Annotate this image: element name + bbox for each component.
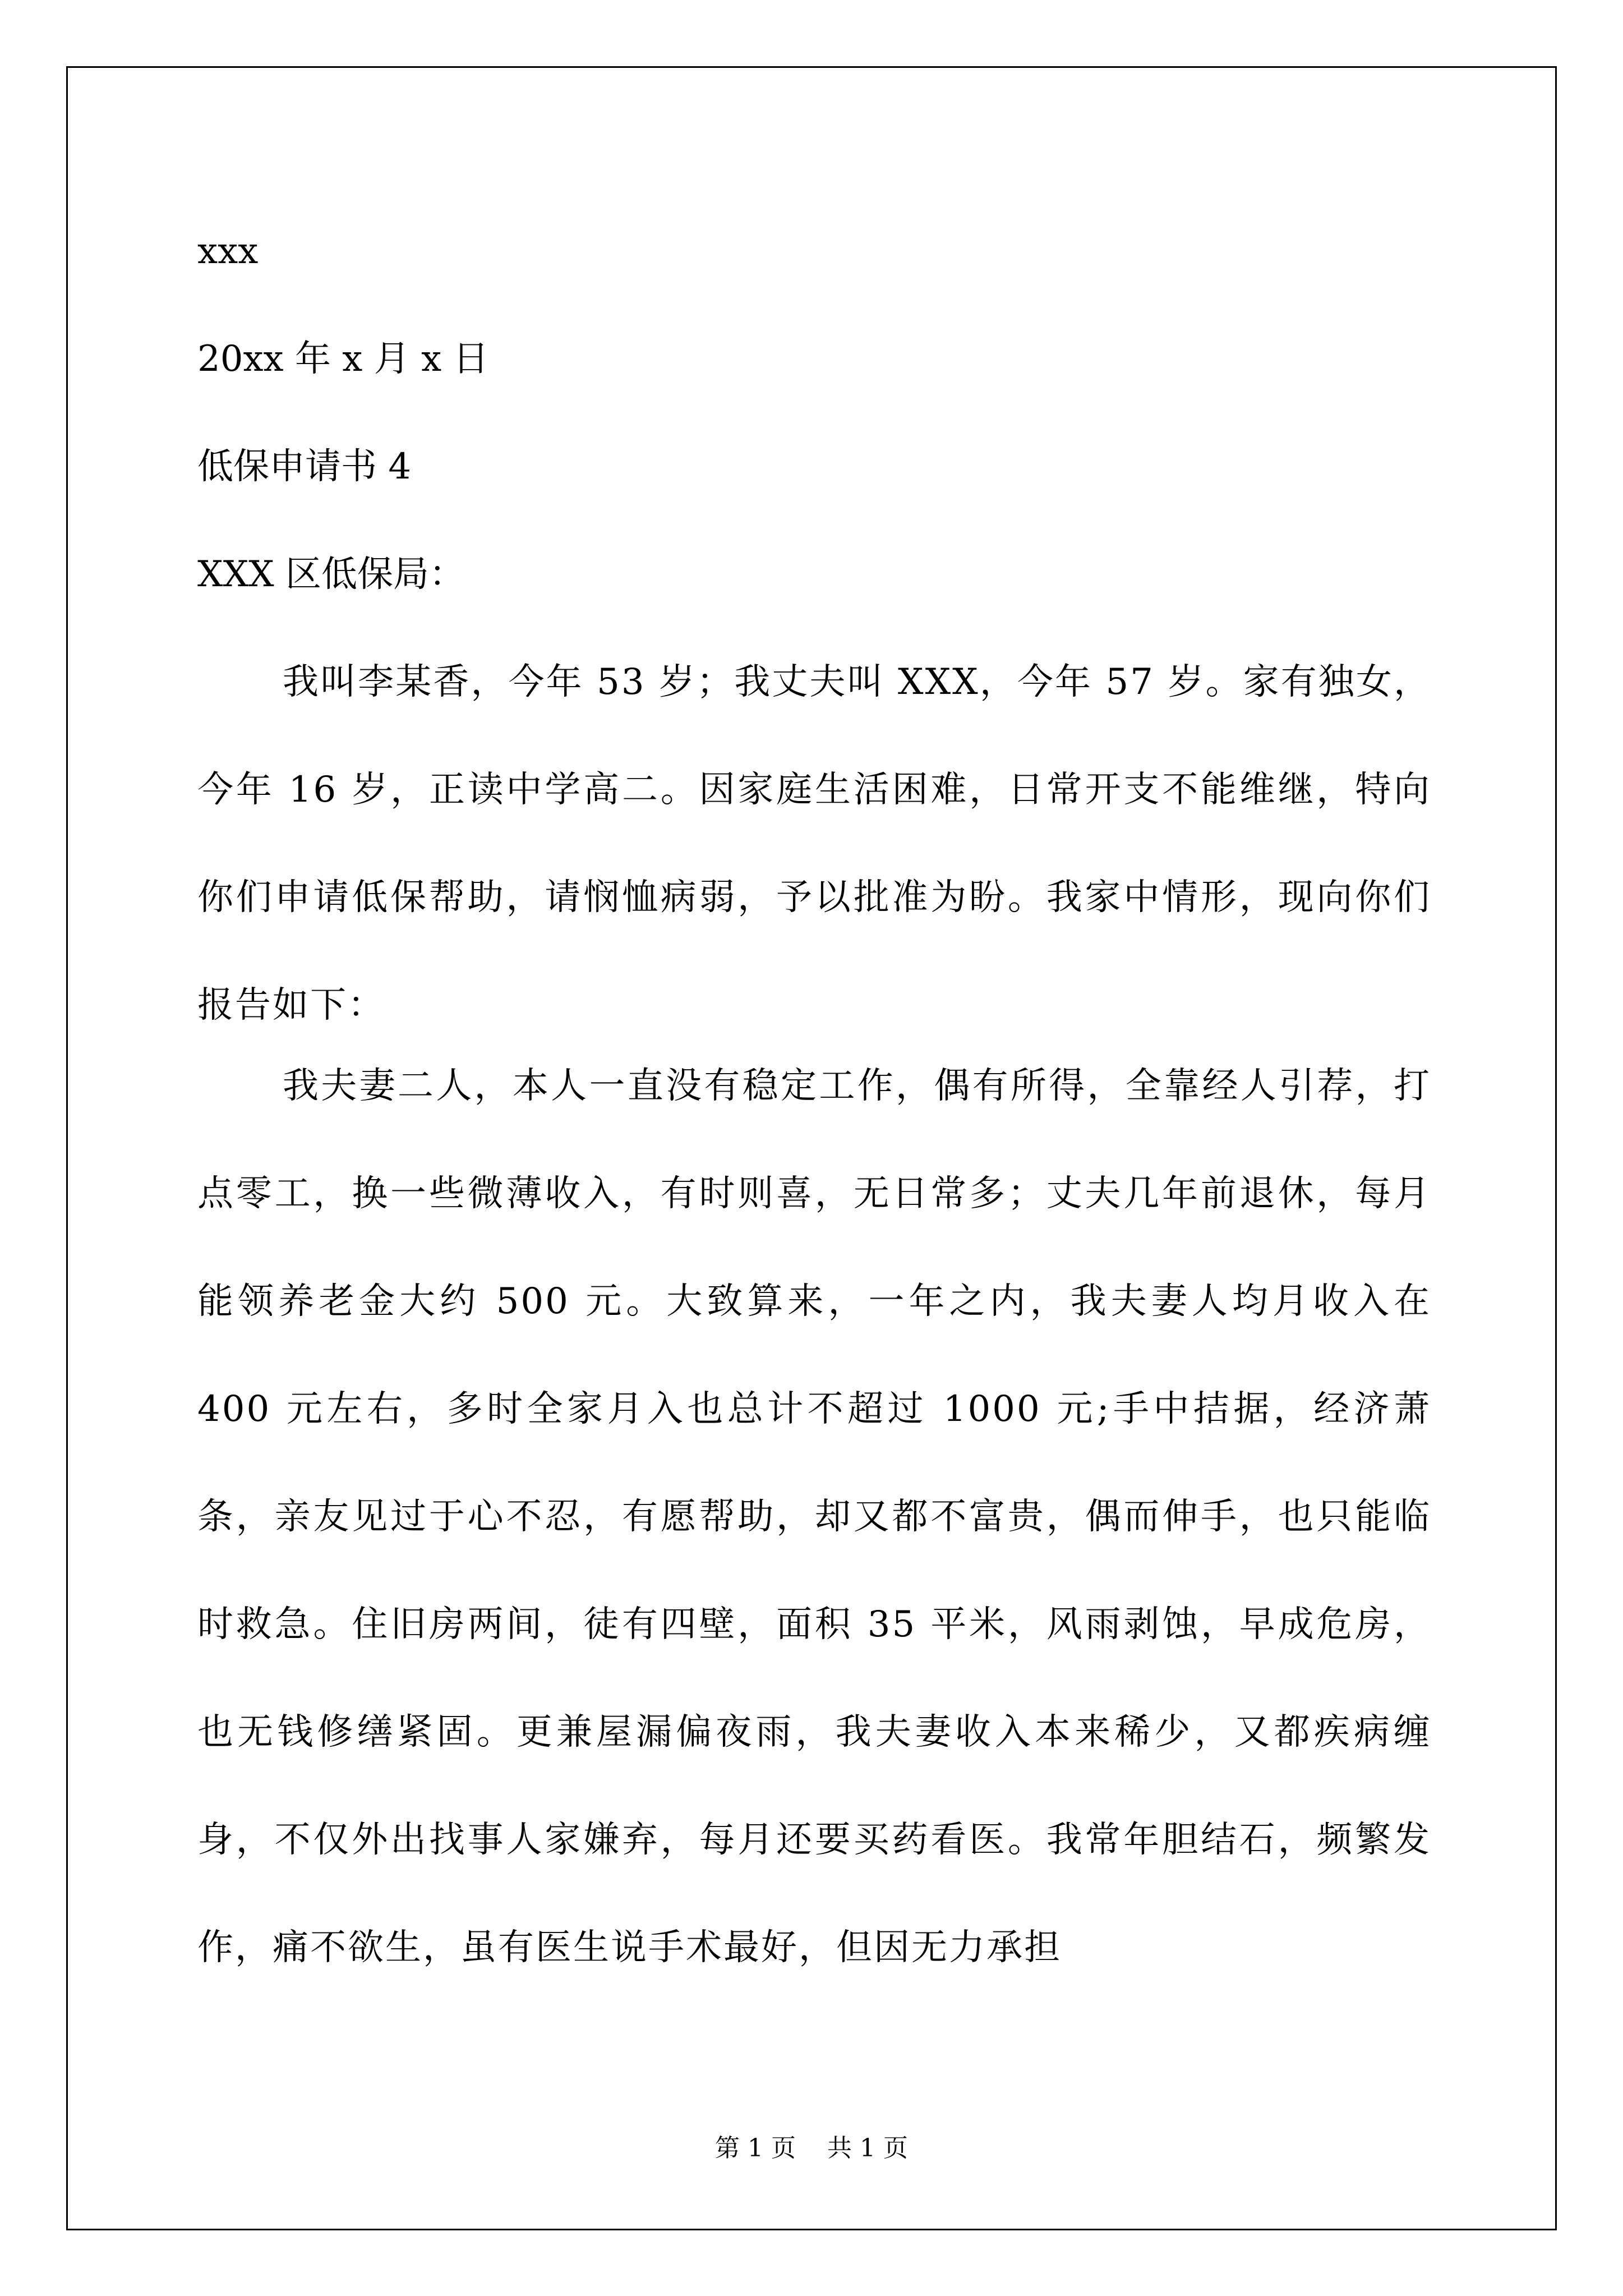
salutation: XXX 区低保局：	[197, 554, 465, 595]
body-paragraph: 我夫妻二人，本人一直没有稳定工作，偶有所得，全靠经人引荐，打点零工，换一些微薄收入，有时则喜，无日常多；丈夫几年前退休，每月能领养老金大约 500 元。大致算来，一年之内，我夫妻人均月收入在 400 元左右，多时全家月入也总计不超过 1000 元;手中拮据，经济萧条，亲友见过于心不忍，有愿帮助，却又都不富贵，偶而伸手，也只能临时救急。住旧房两间，徒有四壁，面积 35 平米，风雨剥蚀，早成危房，也无钱修缮紧固。更兼屋漏偏夜雨，我夫妻收入本来稀少，又都疾病缠身，不仅外出找事人家嫌弃，每月还要买药看医。我常年胆结石，频繁发作，痛不欲生，虽有医生说手术最好，但因无力承担	[197, 1065, 1431, 1968]
document-title: 低保申请书 4	[197, 446, 412, 487]
body-paragraph: 我叫李某香，今年 53 岁；我丈夫叫 XXX，今年 57 岁。家有独女，今年 16 岁，正读中学高二。因家庭生活困难，日常开支不能维继，特向你们申请低保帮助，请悯恤病弱，予以批准为盼。我家中情形，现向你们报告如下：	[197, 661, 1431, 1026]
page-footer	[0, 2132, 1623, 2165]
document-body	[197, 224, 1431, 2001]
page-number: 第 1 页	[715, 2134, 796, 2162]
signature-name: xxx	[197, 231, 259, 272]
page-total: 共 1 页	[827, 2134, 908, 2162]
letter-date: 20xx 年 x 月 x 日	[197, 338, 489, 380]
